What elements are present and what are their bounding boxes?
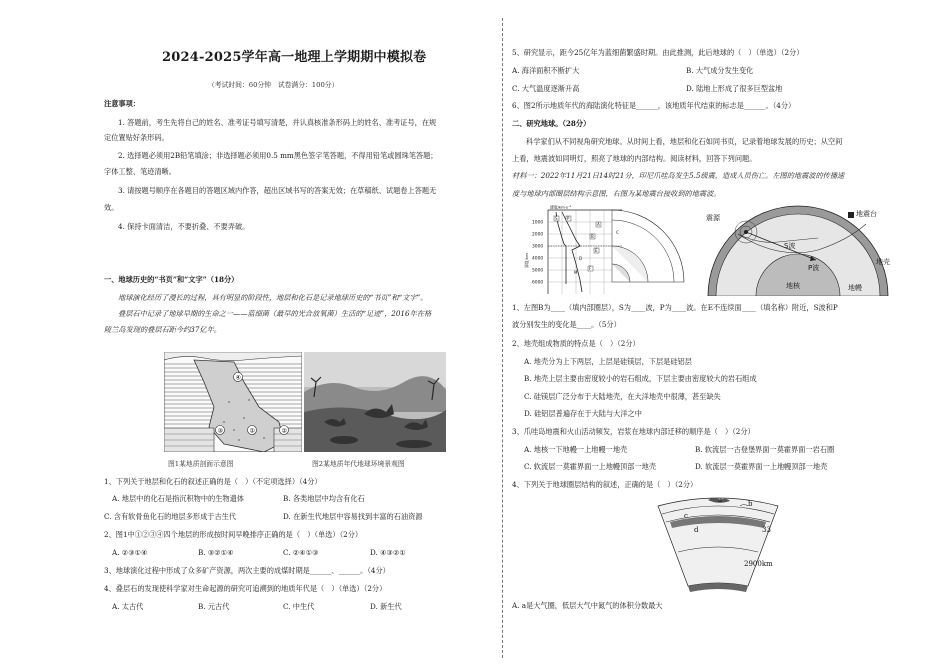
section1-intro: 地球演化经历了漫长的过程，具有明显的阶段性，地层和化石是记录地球历史的“书页”和“文字”。 bbox=[118, 293, 428, 302]
option: D. 陆地上形成了很多巨型盆地 bbox=[686, 84, 783, 93]
question-5: 5、研究显示，距今25亿年为蓝细菌繁盛时期。由此推测，此后地球的（ ）（单选）（2分） bbox=[512, 48, 804, 57]
s-wave-curve bbox=[556, 212, 566, 284]
section2-question-2: 2、地壳组成物质的特点是（ ）（2分） bbox=[512, 339, 640, 348]
y-tick: 2000 bbox=[532, 232, 544, 238]
chart-letter: F bbox=[589, 266, 592, 271]
epicenter-label: 震源 bbox=[706, 214, 720, 222]
seismic-velocity-chart bbox=[522, 204, 692, 296]
option: B. 大气成分发生变化 bbox=[686, 66, 754, 75]
notice-line: 2. 选择题必须用2B铅笔填涂；非选择题必须用0.5 mm黑色签字笔答题，不得用铅笔或圆珠笔答题； bbox=[118, 151, 438, 160]
option: B. ③②①④ bbox=[198, 548, 234, 557]
question-3: 3、地球演化过程中形成了众多矿产资源，两次主要的成煤时期是______、______。（4分） bbox=[104, 566, 390, 575]
y-tick: 5000 bbox=[532, 268, 544, 274]
option: A. 海洋面积不断扩大 bbox=[512, 66, 580, 75]
y-tick: 4000 bbox=[532, 256, 544, 262]
notice-line: 3. 请按题号顺序在各题目的答题区域内作答，超出区域书写的答案无效；在草稿纸、试题卷上答题无 bbox=[118, 186, 437, 195]
option: B. 软流层一古登堡界面一莫霍界面一岩石圈 bbox=[695, 445, 835, 454]
earthquake-cross-section bbox=[698, 204, 898, 296]
profile-label: ② bbox=[281, 427, 287, 435]
mantle-label: 地幔 bbox=[848, 284, 862, 292]
option: B. 各类地层中均含有化石 bbox=[283, 494, 365, 503]
section2-question-1b: 波分别发生的变化是____。（5分） bbox=[512, 320, 621, 329]
option: C. ②④①③ bbox=[283, 548, 319, 557]
option: A. 地壳分为上下两层，上层是硅镁层，下层是硅铝层 bbox=[524, 357, 692, 366]
section1-heading: 一、地球历史的“书页”和“文字”（18分） bbox=[104, 275, 239, 284]
profile-label: ④ bbox=[235, 374, 241, 382]
material-text: 度与地球内部圈层结构示意图，右图为某地震台接收到的地震波。 bbox=[512, 189, 721, 198]
layer-label: c bbox=[684, 512, 688, 520]
figure1-caption: 图1某地质剖面示意图 bbox=[168, 460, 234, 468]
layer-label: a bbox=[718, 496, 723, 504]
chart-letter: C bbox=[616, 230, 619, 235]
profile-label: ① bbox=[249, 427, 255, 435]
figure1-geologic-profile bbox=[164, 352, 302, 452]
section2-question-1: 1、左图B为____（填内部圈层），S为____波，P为____波。在E不连续面____（填名称）附近，S波和P bbox=[512, 303, 838, 312]
station-label: 地震台 bbox=[856, 210, 877, 218]
section2-question-3: 3、爪哇岛地震和火山活动频发，岩浆在地球内部迁移的顺序是（ ）（2分） bbox=[512, 427, 755, 436]
option: D. 在新生代地层中容易找到丰富的石油资源 bbox=[283, 512, 423, 521]
notice-line: 字体工整、笔迹清晰。 bbox=[104, 167, 176, 176]
chart-xlabel: 速度/km·s⁻¹ bbox=[550, 204, 572, 210]
profile-label: ③ bbox=[217, 427, 223, 435]
option: D. 软流层一莫霍界面一上地幔顶部一地壳 bbox=[695, 462, 828, 471]
crust-label: 地壳 bbox=[876, 258, 890, 266]
y-tick: 1000 bbox=[532, 220, 544, 226]
earth-layers-sector bbox=[648, 492, 788, 596]
option: A. 地核一下地幔一上地幔一地壳 bbox=[524, 445, 628, 454]
p-wave-label: P波 bbox=[808, 264, 820, 272]
chart-letter: B bbox=[591, 234, 594, 239]
option: A. ②③①④ bbox=[112, 548, 148, 557]
option: C. 大气温度逐渐升高 bbox=[512, 84, 580, 93]
chart-letter: D bbox=[579, 256, 583, 261]
option: A. 太古代 bbox=[112, 602, 144, 611]
option: C. 中生代 bbox=[283, 602, 315, 611]
question-4: 4、叠层石的发现使科学家对生命起源的研究可追溯到的地质年代是（ ）（单选）（2分） bbox=[104, 584, 387, 593]
column-divider bbox=[502, 18, 503, 658]
depth-label: 33 bbox=[762, 526, 771, 534]
notice-line: 定位置贴好条形码。 bbox=[104, 133, 169, 142]
figure2-caption: 图2某地质年代地球环境景观图 bbox=[312, 460, 405, 468]
option: D. 硅铝层普遍存在于大陆与大洋之中 bbox=[524, 409, 642, 418]
chart-letter: P bbox=[567, 216, 570, 221]
p-wave-curve bbox=[562, 212, 582, 292]
exam-title: 2024-2025学年高一地理上学期期中模拟卷 bbox=[162, 50, 427, 65]
notice-line: 1. 答题前，考生先将自己的姓名、准考证号填写清楚，并认真核准条形码上的姓名、准考证号，在规 bbox=[118, 118, 437, 127]
section2-heading: 二、研究地球。（28分） bbox=[512, 119, 591, 128]
question-1: 1、下列关于地层和化石的叙述正确的是（ ）（不定项选择）（4分） bbox=[104, 477, 322, 486]
chart-ylabel: 深度/km bbox=[524, 253, 529, 268]
option: A. a是大气圈，低层大气中氮气的体积分数最大 bbox=[512, 601, 663, 610]
exam-subtitle: （考试时间：60分钟 试卷满分：100分） bbox=[208, 81, 339, 89]
option: C. 软流层一莫霍界面一上地幔顶部一地壳 bbox=[524, 462, 657, 471]
option: B. 元古代 bbox=[198, 602, 230, 611]
notice-heading: 注意事项： bbox=[104, 99, 140, 108]
question-2: 2、图1中①②③④四个地层的形成按时间早晚排序正确的是（ ）（单选）（2分） bbox=[104, 530, 363, 539]
notice-line: 4. 保持卡面清洁，不要折叠、不要弄破。 bbox=[118, 222, 250, 231]
section2-question-4: 4、下列关于地球圈层结构的叙述，正确的是（ ）（2分） bbox=[512, 480, 698, 489]
section1-intro: 叠层石中记录了地球早期的生命之一——蓝细菌（最早的光合放氧菌）生活的“足迹”，2016年在格 bbox=[118, 309, 432, 318]
option: B. 地壳上层主要由密度较小的岩石组成，下层主要由密度较大的岩石组成 bbox=[524, 374, 757, 383]
section1-intro: 陵兰岛发现的叠层石距今约37亿年。 bbox=[104, 325, 221, 334]
layer-label: d bbox=[694, 526, 699, 534]
layer-label: b bbox=[748, 500, 753, 508]
option: D. 新生代 bbox=[370, 602, 402, 611]
option: A. 地层中的化石是指沉积物中的生物遗体 bbox=[112, 494, 244, 503]
chart-letter: E bbox=[595, 248, 598, 253]
question-6: 6、图2所示地质年代的海陆演化特征是______，该地质年代结束的标志是______。（4分） bbox=[512, 101, 796, 110]
core-label: 地核 bbox=[786, 282, 800, 290]
section2-intro: 上看，地震波如同明灯，照亮了地球的内部结构。阅读材料，回答下列问题。 bbox=[512, 154, 757, 163]
s-wave-label: S波 bbox=[784, 242, 796, 250]
notice-line: 效。 bbox=[104, 203, 119, 212]
option: D. ④③②① bbox=[370, 548, 406, 557]
section2-intro: 科学家们从不同视角研究地球。从时间上看，地层和化石如同书页，记录着地球发展的历史；从空间 bbox=[526, 137, 843, 146]
option: C. 含有软骨鱼化石的地层多形成于古生代 bbox=[104, 512, 237, 521]
material-text: 材料一：2022年11月21日14时21分，印尼爪哇岛发生5.5级震，造成人员伤亡。左图的地震波的传播速 bbox=[512, 171, 845, 180]
y-tick: 3000 bbox=[532, 244, 544, 250]
chart-letter: M bbox=[574, 270, 578, 275]
y-tick: 6000 bbox=[532, 280, 544, 286]
chart-letter: S bbox=[555, 216, 558, 221]
depth-label: 2900km bbox=[744, 560, 773, 568]
figure2-landscape-image bbox=[304, 352, 446, 452]
chart-letter: A bbox=[597, 222, 600, 227]
option: C. 硅镁层广泛分布于大陆地壳，在大洋地壳中很薄，甚至缺失 bbox=[524, 392, 721, 401]
